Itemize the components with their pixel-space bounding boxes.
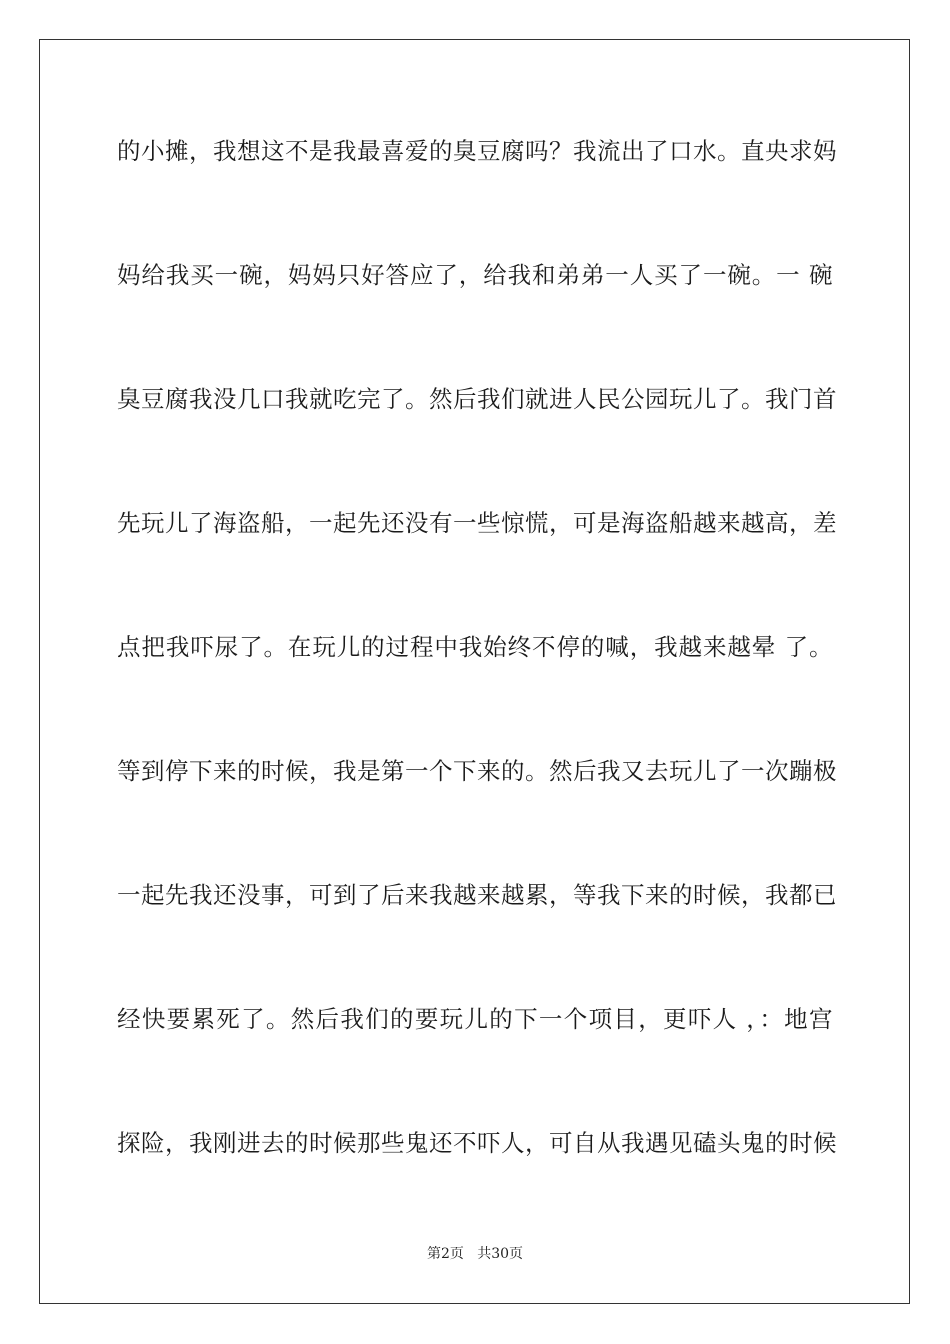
text-line: 臭豆腐我没几口我就吃完了。然后我们就进人民公园玩儿了。我门首 <box>117 385 837 413</box>
text-line: 经快要累死了。然后我们的要玩儿的下一个项目，更吓人 ，：地宫 <box>117 1005 833 1033</box>
text-line: 的小摊，我想这不是我最喜爱的臭豆腐吗？我流出了口水。直央求妈 <box>117 137 837 165</box>
text-line: 探险，我刚进去的时候那些鬼还不吓人，可自从我遇见磕头鬼的时候 <box>117 1129 837 1157</box>
text-line: 一起先我还没事，可到了后来我越来越累，等我下来的时候，我都已 <box>117 881 837 909</box>
text-line: 点把我吓尿了。在玩儿的过程中我始终不停的喊，我越来越晕 了。 <box>117 633 833 661</box>
body-text <box>117 120 837 1236</box>
text-line: 等到停下来的时候，我是第一个下来的。然后我又去玩儿了一次蹦极 <box>117 757 837 785</box>
text-line: 妈给我买一碗，妈妈只好答应了，给我和弟弟一人买了一碗。一 碗 <box>117 261 833 289</box>
page-number: 第2页 共30页 <box>426 1246 524 1262</box>
text-line: 先玩儿了海盗船，一起先还没有一些惊慌，可是海盗船越来越高，差 <box>117 509 837 537</box>
